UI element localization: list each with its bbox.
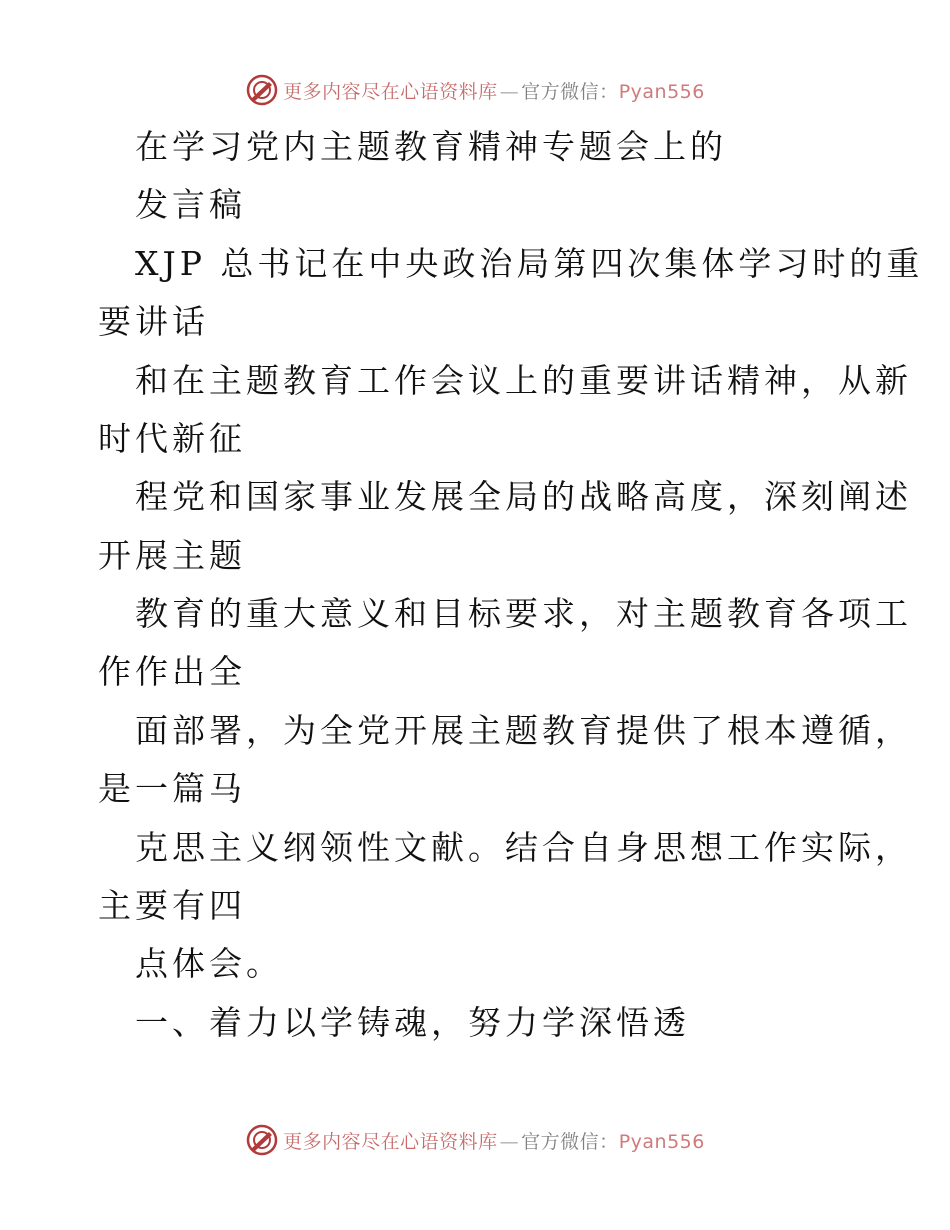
brand-logo-icon (245, 73, 279, 107)
doc-line: 教育的重大意义和目标要求，对主题教育各项工 (135, 594, 912, 633)
banner-wechat-id: Pyan556 (618, 1130, 705, 1153)
doc-title-line-2: 发言稿 (135, 185, 246, 224)
banner-text (283, 1127, 705, 1154)
doc-line: 要讲话 (98, 302, 209, 341)
banner-wechat-label: 官方微信： (521, 1130, 619, 1153)
doc-line: 和在主题教育工作会议上的重要讲话精神，从新 (135, 361, 912, 400)
brand-logo-icon (245, 1123, 279, 1157)
banner-brand: 更多内容尽在心语资料库 (283, 80, 498, 103)
header-banner (0, 70, 950, 110)
footer-banner (0, 1120, 950, 1160)
banner-wechat-id: Pyan556 (618, 80, 705, 103)
doc-title-line-1: 在学习党内主题教育精神专题会上的 (135, 127, 727, 166)
doc-line: 克思主义纲领性文献。结合自身思想工作实际， (135, 828, 912, 867)
banner-text (283, 77, 705, 104)
doc-line: 时代新征 (98, 419, 246, 458)
doc-line: 是一篇马 (98, 769, 246, 808)
banner-separator: — (499, 80, 520, 103)
section-heading: 一、着力以学铸魂，努力学深悟透 (135, 1003, 690, 1042)
doc-line: XJP 总书记在中央政治局第四次集体学习时的重 (135, 244, 924, 283)
doc-line: 开展主题 (98, 536, 246, 575)
doc-line: 作作出全 (98, 652, 246, 691)
doc-line: 面部署，为全党开展主题教育提供了根本遵循， (135, 711, 912, 750)
banner-separator: — (499, 1130, 520, 1153)
doc-line: 主要有四 (98, 886, 246, 925)
doc-line: 程党和国家事业发展全局的战略高度，深刻阐述 (135, 477, 912, 516)
banner-wechat-label: 官方微信： (521, 80, 619, 103)
banner-brand: 更多内容尽在心语资料库 (283, 1130, 498, 1153)
doc-line: 点体会。 (135, 944, 283, 983)
